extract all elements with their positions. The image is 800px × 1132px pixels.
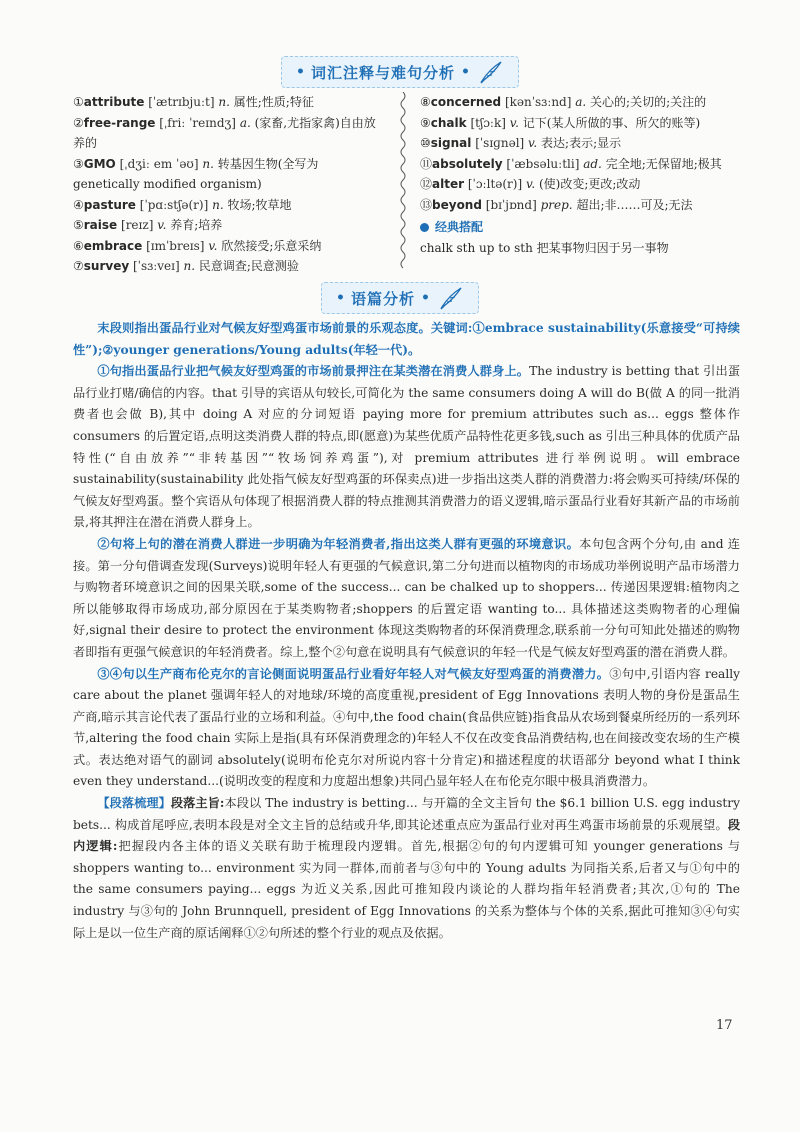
analysis-paragraph-1: ①句指出蛋品行业把气候友好型鸡蛋的市场前景押注在某类潜在消费人群身上。The industry is betting that 引出蛋品行业打赌/确信的内容。that 引导的宾语从句较长,可简化为 the same consumers doing A will do B(做 A 的同一批消费者也会做 B),其中 doing A 对应的分词短语 paying more for premium attributes such as... eggs 整体作 consumers 的后置定语,点明这类消费人群的特点,即(愿意)为某些优质产品特性花更多钱,such as 引出三种具体的优质产品特性(“自由放养”“非转基因”“牧场饲养鸡蛋”),对 premium attributes 进行举例说明。will embrace sustainability(sustainability 此处指气候友好型鸡蛋的环保卖点)进一步指出这类人群的消费潜力:将会购买可持续/环保的气候友好型鸡蛋。整个宾语从句体现了根据消费人群的特点推测其消费潜力的语义逻辑,暗示蛋品行业看好其新产品的市场前景,将其押注在潜在消费人群身上。 — [73, 364, 741, 530]
vocab-entry: ⑧concerned [kənˈsɜːnd] a. 关心的;关切的;关注的 — [420, 95, 707, 109]
analysis-body — [73, 318, 740, 944]
vocab-section-pill: • 词汇注释与难句分析 • — [281, 56, 519, 88]
vocab-entry: ⑨chalk [tʃɔːk] v. 记下(某人所做的事、所欠的账等) — [420, 115, 701, 130]
analysis-paragraph-3: ③④句以生产商布伦克尔的言论侧面说明蛋品行业看好年轻人对气候友好型鸡蛋的消费潜力。③句中,引语内容 really care about the planet 强调年轻人的对地球/环境的高度重视,president of Egg Innovations 表明人物的身份是蛋品生产商,暗示其言论代表了蛋品行业的立场和利益。④句中,the food chain(食品供应链)指食品从农场到餐桌所经历的一系列环节,altering the food chain 实际上是指(具有环保消费理念的)年轻人不仅在改变食品消费结构,也在间接改变农场的生产模式。表达绝对语气的副词 absolutely(说明布伦克尔对所说内容十分肯定)和描述程度的状语部分 beyond what I think even they understand...(说明改变的程度和力度超出想象)共同凸显年轻人在布伦克尔眼中极具消费潜力。 — [73, 666, 741, 789]
quill-pen-icon — [438, 285, 464, 311]
vocab-section-header — [0, 54, 800, 90]
analysis-paragraph-2: ②句将上句的潜在消费人群进一步明确为年轻消费者,指出这类人群有更强的环境意识。本句包含两个分句,由 and 连接。第一分句借调查发现(Surveys)说明年轻人有更强的气候意识,第二分句进而以植物肉的市场成功举例说明产品市场潜力与购物者环境意识之间的因果关联,some of the success... can be chalked up to shoppers... 传递因果逻辑:植物肉之所以能够取得市场成功,部分原因在于某类购物者;shoppers 的后置定语 wanting to... 具体描述这类购物者的心理偏好,signal their desire to protect the environment 体现这类购物者的环保消费理念,联系前一分句可知此处描述的购物者即指有更强气候意识的年轻消费者。综上,整个②句意在说明具有气候意识的年轻一代是气候友好型鸡蛋的潜在消费人群。 — [73, 536, 740, 659]
page-number: 17 — [716, 1018, 733, 1033]
analysis-section-title: 语篇分析 — [350, 289, 415, 308]
quill-pen-icon — [478, 59, 504, 85]
vocab-entry: ⑤raise [reɪz] v. 养育;培养 — [73, 218, 223, 232]
vocab-entry: ④pasture [ˈpɑːstʃə(r)] n. 牧场;牧草地 — [73, 197, 292, 212]
paragraph-summary: 【段落梳理】段落主旨:本段以 The industry is betting... 与开篇的全文主旨句 the $6.1 billion U.S. egg industry bets... 构成首尾呼应,表明本段是对全文主旨的总结或升华,即其论述重点应为蛋品行业对再生鸡蛋市场前景的乐观展望。段内逻辑:把握段内各主体的语义关联有助于梳理段内逻辑。首先,根据②句的句内逻辑可知 younger generations 与 shoppers wanting to... environment 实为同一群体,而前者与③句中的 Young adults 为同指关系,后者又与①句中的 the same consumers paying... eggs 为近义关系,因此可推知段内谈论的人群均指年轻消费者;其次,①句的 The industry 与③句的 John Brunnquell, president of Egg Innovations 的关系为整体与个体的关系,据此可推知③④句实际上是以一位生产商的原话阐释①②句所述的整个行业的观点及依据。 — [73, 796, 741, 940]
bullet-icon — [420, 223, 429, 232]
analysis-section-header — [0, 280, 800, 316]
vocab-right-column — [420, 92, 740, 258]
vocab-section-title: 词汇注释与难句分析 — [310, 63, 455, 82]
vocab-entry: ②free-range [ˌfriː ˈreɪndʒ] a. (家畜,尤指家禽)自由放养的 — [73, 115, 376, 150]
vocab-entry: ⑫alter [ˈɔːltə(r)] v. (使)改变;更改;改动 — [420, 177, 641, 191]
analysis-paragraph-intro: 末段则指出蛋品行业对气候友好型鸡蛋市场前景的乐观态度。关键词:①embrace sustainability(乐意接受“可持续性”);②younger generations/Young adults(年轻一代)。 — [73, 321, 740, 357]
vocab-entry: ⑬beyond [bɪˈjɒnd] prep. 超出;非……可及;无法 — [420, 197, 693, 212]
column-divider — [398, 92, 408, 270]
vocab-entry: ⑦survey [ˈsɜːveɪ] n. 民意调查;民意测验 — [73, 259, 299, 273]
vocab-left-column — [73, 92, 383, 277]
collocation-heading: 经典搭配 — [420, 217, 740, 238]
vocab-entry: ⑩signal [ˈsɪɡnəl] v. 表达;表示;显示 — [420, 136, 622, 150]
vocab-entry: ①attribute [ˈætrɪbjuːt] n. 属性;性质;特征 — [73, 95, 314, 109]
analysis-section-pill: • 语篇分析 • — [321, 282, 479, 314]
vocab-entry: ⑥embrace [ɪmˈbreɪs] v. 欣然接受;乐意采纳 — [73, 238, 322, 253]
vocab-entry: ③GMO [ˌdʒiː em ˈəʊ] n. 转基因生物(全写为 genetically modified organism) — [73, 156, 319, 191]
vocab-entry: ⑪absolutely [ˈæbsəluːtli] ad. 完全地;无保留地;极其 — [420, 156, 722, 171]
collocation-text: chalk sth up to sth 把某事物归因于另一事物 — [420, 240, 669, 255]
